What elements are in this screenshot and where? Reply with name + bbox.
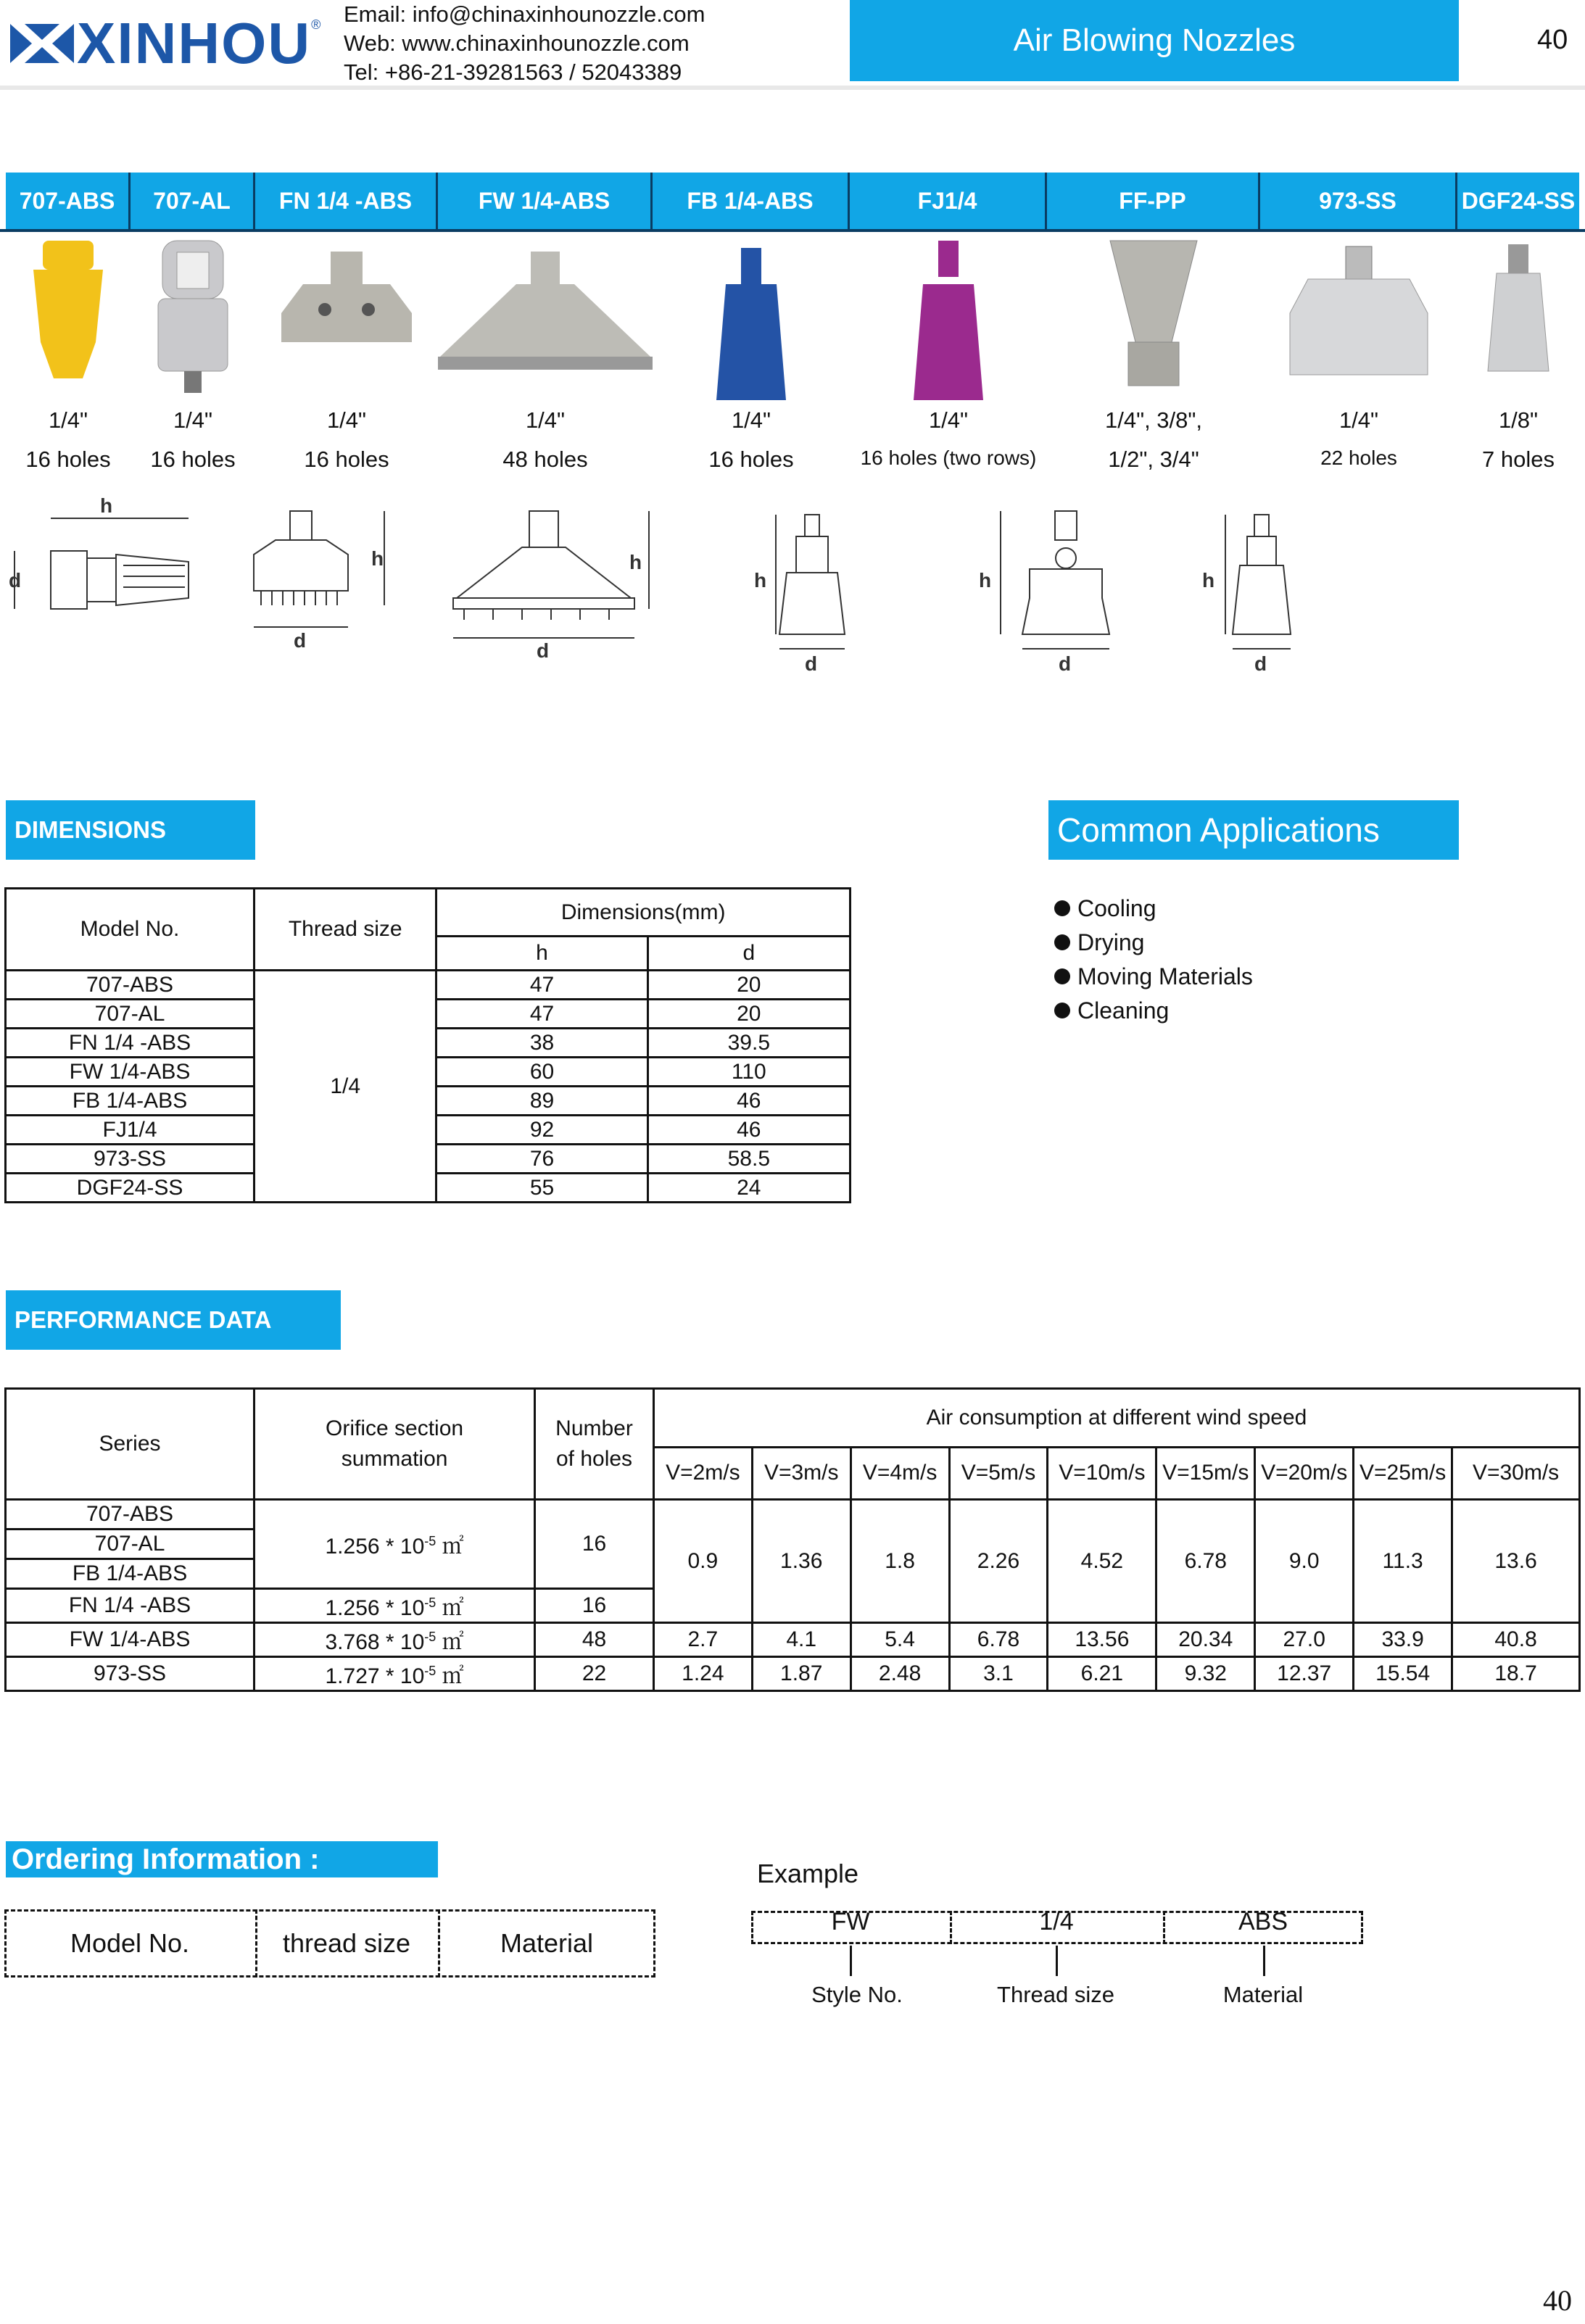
perf-orifice-unit: ㎡ bbox=[436, 1664, 464, 1688]
perf-orifice-base: 1.256 * 10 bbox=[325, 1535, 425, 1559]
diagram-label-h: h bbox=[1202, 569, 1215, 592]
contact-tel: Tel: +86-21-39281563 / 52043389 bbox=[344, 59, 682, 85]
product-image bbox=[1260, 233, 1457, 402]
perf-row bbox=[6, 1623, 1580, 1657]
product-header: FB 1/4-ABS bbox=[653, 173, 850, 229]
perf-value: 6.78 bbox=[949, 1623, 1048, 1657]
product-image bbox=[850, 233, 1047, 402]
product-holes: 16 holes bbox=[150, 447, 236, 472]
dims-h: 76 bbox=[436, 1145, 647, 1174]
diagram-dgf24 bbox=[1225, 515, 1291, 649]
perf-series: FN 1/4 -ABS bbox=[6, 1589, 254, 1623]
perf-orifice-base: 3.768 * 10 bbox=[325, 1630, 425, 1654]
dims-model: 707-ABS bbox=[6, 971, 254, 1000]
perf-orifice-exp: -5 bbox=[424, 1630, 436, 1644]
performance-table bbox=[4, 1387, 1581, 1692]
product-image bbox=[6, 233, 131, 402]
perf-value: 2.26 bbox=[949, 1500, 1048, 1623]
dims-d: 20 bbox=[647, 1000, 850, 1029]
perf-orifice-unit: ㎡ bbox=[436, 1535, 464, 1559]
dims-thread: 1/4 bbox=[254, 971, 436, 1203]
application-item bbox=[1054, 960, 1253, 994]
perf-series: FW 1/4-ABS bbox=[6, 1623, 254, 1657]
perf-holes: 16 bbox=[535, 1500, 654, 1589]
dimensions-table bbox=[4, 887, 851, 1203]
perf-header-holes bbox=[535, 1389, 654, 1500]
ordering-field-model: Model No. bbox=[70, 1928, 190, 1958]
perf-value: 15.54 bbox=[1354, 1657, 1452, 1691]
perf-value: 3.1 bbox=[949, 1657, 1048, 1691]
perf-header-orifice-line2: summation bbox=[341, 1447, 448, 1471]
example-label: Example bbox=[757, 1859, 859, 1888]
perf-speed-header: V=2m/s bbox=[653, 1447, 752, 1499]
perf-value: 6.21 bbox=[1048, 1657, 1156, 1691]
dims-header-h: h bbox=[436, 937, 647, 971]
performance-banner: PERFORMANCE DATA bbox=[6, 1290, 341, 1350]
product-holes: 16 holes bbox=[25, 447, 111, 472]
perf-value: 13.6 bbox=[1452, 1500, 1580, 1623]
perf-holes: 16 bbox=[535, 1589, 654, 1623]
perf-speed-header: V=25m/s bbox=[1354, 1447, 1452, 1499]
product-image bbox=[1047, 233, 1260, 402]
perf-orifice bbox=[254, 1657, 535, 1691]
product-thread: 1/4" bbox=[48, 407, 88, 433]
application-item bbox=[1054, 994, 1253, 1028]
perf-speed-header: V=15m/s bbox=[1156, 1447, 1255, 1499]
perf-value: 40.8 bbox=[1452, 1623, 1580, 1657]
perf-value: 20.34 bbox=[1156, 1623, 1255, 1657]
product-thread: 1/4" bbox=[928, 407, 969, 433]
perf-value: 6.78 bbox=[1156, 1500, 1255, 1623]
perf-header-holes-line1: Number bbox=[555, 1416, 633, 1440]
product-holes: 22 holes bbox=[1320, 447, 1397, 469]
ordering-field-material: Material bbox=[500, 1928, 594, 1958]
perf-orifice-exp: -5 bbox=[424, 1595, 436, 1610]
perf-value: 4.52 bbox=[1048, 1500, 1156, 1623]
product-thread: 1/4" bbox=[1338, 407, 1379, 433]
perf-series: 707-AL bbox=[6, 1530, 254, 1559]
ordering-field-thread: thread size bbox=[282, 1928, 411, 1958]
perf-orifice-exp: -5 bbox=[424, 1664, 436, 1678]
perf-holes: 22 bbox=[535, 1657, 654, 1691]
perf-series: 973-SS bbox=[6, 1657, 254, 1691]
example-pointer bbox=[1056, 1946, 1058, 1976]
applications-list bbox=[1054, 892, 1253, 1028]
perf-row bbox=[6, 1657, 1580, 1691]
dims-model: 973-SS bbox=[6, 1145, 254, 1174]
dims-d: 20 bbox=[647, 971, 850, 1000]
dims-row bbox=[6, 971, 851, 1000]
application-label: Drying bbox=[1077, 929, 1145, 955]
dims-model: FW 1/4-ABS bbox=[6, 1058, 254, 1087]
application-item bbox=[1054, 926, 1253, 960]
product-thread: 1/4" bbox=[326, 407, 367, 433]
perf-value: 2.7 bbox=[653, 1623, 752, 1657]
product-image bbox=[653, 233, 850, 402]
diagram-label-h: h bbox=[979, 569, 992, 592]
product-header: 973-SS bbox=[1260, 173, 1457, 229]
registered-mark-icon: ® bbox=[311, 17, 321, 32]
product-header: FJ1/4 bbox=[850, 173, 1047, 229]
perf-value: 9.0 bbox=[1255, 1500, 1354, 1623]
perf-value: 9.32 bbox=[1156, 1657, 1255, 1691]
perf-header-holes-line2: of holes bbox=[555, 1447, 633, 1471]
product-image bbox=[1457, 233, 1579, 402]
example-value-thread: 1/4 bbox=[1039, 1908, 1074, 1935]
ordering-banner: Ordering Information : bbox=[6, 1841, 438, 1877]
application-label: Cooling bbox=[1077, 895, 1156, 921]
example-value-style: FW bbox=[831, 1908, 870, 1935]
perf-orifice-base: 1.727 * 10 bbox=[325, 1664, 425, 1688]
product-thread: 1/4" bbox=[173, 407, 213, 433]
product-image bbox=[255, 233, 438, 402]
bullet-icon bbox=[1054, 968, 1070, 984]
perf-header-air: Air consumption at different wind speed bbox=[653, 1389, 1579, 1448]
example-pointer bbox=[850, 1946, 852, 1976]
perf-value: 18.7 bbox=[1452, 1657, 1580, 1691]
perf-value: 0.9 bbox=[653, 1500, 752, 1623]
dims-d: 110 bbox=[647, 1058, 850, 1087]
perf-holes: 48 bbox=[535, 1623, 654, 1657]
perf-orifice bbox=[254, 1589, 535, 1623]
perf-value: 13.56 bbox=[1048, 1623, 1156, 1657]
brand-name: XINHOU bbox=[77, 11, 312, 75]
product-thread: 1/4", 3/8", bbox=[1104, 407, 1203, 433]
perf-header-series: Series bbox=[6, 1389, 254, 1500]
perf-value: 1.36 bbox=[752, 1500, 851, 1623]
product-holes: 16 holes bbox=[708, 447, 794, 472]
product-holes: 16 holes (two rows) bbox=[860, 447, 1037, 469]
diagram-label-h: h bbox=[371, 547, 384, 570]
perf-series: FB 1/4-ABS bbox=[6, 1559, 254, 1589]
bullet-icon bbox=[1054, 900, 1070, 916]
dims-header-thread: Thread size bbox=[254, 889, 436, 971]
contact-email: Email: info@chinaxinhounozzle.com bbox=[344, 1, 705, 27]
diagram-label-d: d bbox=[9, 569, 22, 592]
perf-speed-header: V=3m/s bbox=[752, 1447, 851, 1499]
diagram-label-d: d bbox=[1059, 652, 1072, 675]
page-title-banner: Air Blowing Nozzles bbox=[850, 0, 1459, 81]
diagram-label-d: d bbox=[1254, 652, 1267, 675]
perf-value: 2.48 bbox=[851, 1657, 949, 1691]
dims-model: 707-AL bbox=[6, 1000, 254, 1029]
product-holes: 1/2", 3/4" bbox=[1108, 447, 1199, 472]
example-value-material: ABS bbox=[1238, 1908, 1288, 1935]
perf-value: 27.0 bbox=[1255, 1623, 1354, 1657]
perf-speed-header: V=5m/s bbox=[949, 1447, 1048, 1499]
diagram-707 bbox=[15, 518, 189, 609]
product-thread: 1/4" bbox=[525, 407, 566, 433]
perf-orifice-base: 1.256 * 10 bbox=[325, 1596, 425, 1620]
perf-orifice-exp: -5 bbox=[424, 1534, 436, 1548]
perf-orifice-unit: ㎡ bbox=[436, 1596, 464, 1620]
dims-model: FN 1/4 -ABS bbox=[6, 1029, 254, 1058]
perf-value: 5.4 bbox=[851, 1623, 949, 1657]
dims-h: 47 bbox=[436, 1000, 647, 1029]
product-image bbox=[438, 233, 653, 402]
page-number-top: 40 bbox=[1537, 25, 1568, 55]
example-caption-material: Material bbox=[1222, 1982, 1304, 2007]
perf-row bbox=[6, 1500, 1580, 1530]
diagram-label-h: h bbox=[754, 569, 767, 592]
product-holes: 7 holes bbox=[1482, 447, 1555, 472]
dims-d: 39.5 bbox=[647, 1029, 850, 1058]
perf-speed-header: V=30m/s bbox=[1452, 1447, 1580, 1499]
dims-h: 60 bbox=[436, 1058, 647, 1087]
perf-series: 707-ABS bbox=[6, 1500, 254, 1530]
contact-web: Web: www.chinaxinhounozzle.com bbox=[344, 30, 690, 56]
dims-h: 92 bbox=[436, 1116, 647, 1145]
header-divider bbox=[0, 86, 1585, 90]
perf-value: 1.24 bbox=[653, 1657, 752, 1691]
dims-d: 46 bbox=[647, 1087, 850, 1116]
perf-orifice bbox=[254, 1623, 535, 1657]
application-item bbox=[1054, 892, 1253, 926]
dimension-diagrams bbox=[0, 489, 1585, 685]
diagram-fb bbox=[776, 515, 845, 649]
product-header: FF-PP bbox=[1047, 173, 1260, 229]
brand-logo bbox=[10, 11, 329, 75]
dims-d: 24 bbox=[647, 1174, 850, 1203]
perf-speed-header: V=10m/s bbox=[1048, 1447, 1156, 1499]
diagram-973 bbox=[1001, 511, 1109, 649]
product-header-rule bbox=[0, 229, 1585, 232]
perf-value: 4.1 bbox=[752, 1623, 851, 1657]
application-label: Moving Materials bbox=[1077, 963, 1253, 989]
diagram-fw bbox=[453, 511, 649, 638]
product-holes: 16 holes bbox=[304, 447, 389, 472]
example-pointer bbox=[1263, 1946, 1265, 1976]
dimensions-banner: DIMENSIONS bbox=[6, 800, 255, 860]
diagram-label-h: h bbox=[100, 494, 113, 517]
dims-d: 58.5 bbox=[647, 1145, 850, 1174]
dims-d: 46 bbox=[647, 1116, 850, 1145]
perf-value: 1.8 bbox=[851, 1500, 949, 1623]
dims-model: FB 1/4-ABS bbox=[6, 1087, 254, 1116]
bullet-icon bbox=[1054, 934, 1070, 950]
diagram-fn bbox=[254, 511, 384, 627]
product-header: 707-AL bbox=[131, 173, 255, 229]
diagram-label-d: d bbox=[537, 639, 550, 662]
perf-orifice bbox=[254, 1500, 535, 1589]
dims-h: 47 bbox=[436, 971, 647, 1000]
example-caption-style: Style No. bbox=[811, 1982, 903, 2007]
product-holes: 48 holes bbox=[502, 447, 588, 472]
perf-header-orifice bbox=[254, 1389, 535, 1500]
dims-header-d: d bbox=[647, 937, 850, 971]
perf-speed-header: V=4m/s bbox=[851, 1447, 949, 1499]
diagram-label-h: h bbox=[629, 551, 642, 573]
application-label: Cleaning bbox=[1077, 997, 1170, 1024]
dims-model: DGF24-SS bbox=[6, 1174, 254, 1203]
dims-h: 38 bbox=[436, 1029, 647, 1058]
product-header: FN 1/4 -ABS bbox=[255, 173, 438, 229]
example-caption-thread: Thread size bbox=[997, 1982, 1114, 2007]
perf-value: 11.3 bbox=[1354, 1500, 1452, 1623]
diagram-label-d: d bbox=[805, 652, 818, 675]
dims-header-dimensions: Dimensions(mm) bbox=[436, 889, 851, 937]
dims-model: FJ1/4 bbox=[6, 1116, 254, 1145]
perf-value: 33.9 bbox=[1354, 1623, 1452, 1657]
perf-value: 1.87 bbox=[752, 1657, 851, 1691]
perf-speed-header: V=20m/s bbox=[1255, 1447, 1354, 1499]
diagram-label-d: d bbox=[294, 629, 307, 652]
perf-value: 12.37 bbox=[1255, 1657, 1354, 1691]
page-number-bottom: 40 bbox=[1543, 2284, 1572, 2317]
dims-h: 55 bbox=[436, 1174, 647, 1203]
product-header: FW 1/4-ABS bbox=[438, 173, 653, 229]
product-image bbox=[131, 233, 255, 402]
contact-block bbox=[344, 0, 705, 87]
perf-header-orifice-line1: Orifice section bbox=[326, 1416, 464, 1440]
dims-header-model: Model No. bbox=[6, 889, 254, 971]
product-header: 707-ABS bbox=[6, 173, 131, 229]
bullet-icon bbox=[1054, 1003, 1070, 1018]
applications-banner: Common Applications bbox=[1048, 800, 1459, 860]
product-thread: 1/4" bbox=[731, 407, 771, 433]
perf-orifice-unit: ㎡ bbox=[436, 1630, 464, 1654]
product-header: DGF24-SS bbox=[1457, 173, 1579, 229]
logo-mark-icon bbox=[10, 18, 74, 69]
product-thread: 1/8" bbox=[1498, 407, 1539, 433]
dims-h: 89 bbox=[436, 1087, 647, 1116]
